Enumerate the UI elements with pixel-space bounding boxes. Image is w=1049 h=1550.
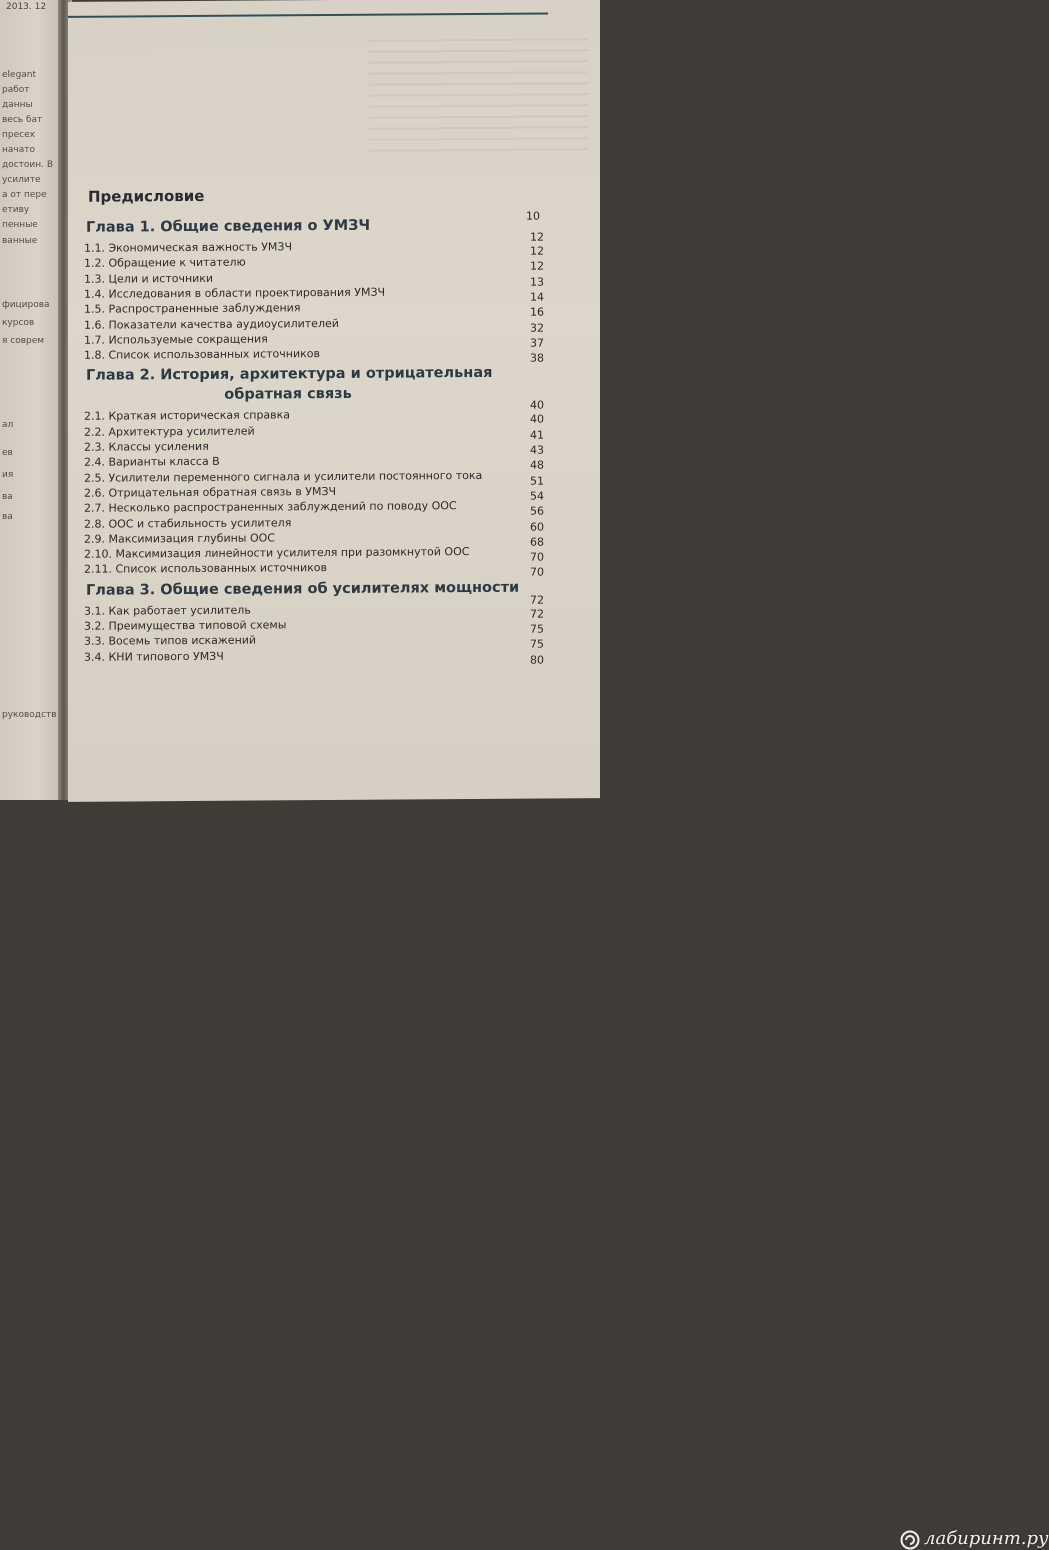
toc-entry: 1.5. Распространенные заблуждения bbox=[84, 301, 301, 316]
toc-entry-page: 51 bbox=[530, 474, 544, 488]
left-page-text-fragment: данны bbox=[2, 100, 33, 110]
table-of-contents bbox=[68, 0, 600, 802]
left-page-text-fragment: ванные bbox=[2, 236, 38, 246]
toc-entry: 2.11. Список использованных источников bbox=[84, 561, 327, 577]
left-page-text-fragment: етиву bbox=[2, 205, 30, 215]
left-page-text-fragment: ия bbox=[2, 470, 14, 480]
left-page-text-fragment: пресех bbox=[2, 130, 35, 140]
toc-entry: 2.7. Несколько распространенных заблуждений по поводу ООС bbox=[84, 499, 457, 515]
toc-entry: 2.4. Варианты класса B bbox=[84, 455, 220, 470]
toc-entry: 1.7. Используемые сокращения bbox=[84, 332, 268, 347]
left-page-text-fragment: я соврем bbox=[2, 336, 45, 346]
watermark-text: лабиринт.ру bbox=[924, 1528, 1049, 1549]
left-page-text-fragment: руководств bbox=[2, 710, 57, 720]
toc-entry-page: 12 bbox=[530, 259, 544, 273]
left-page-text-fragment: ва bbox=[2, 512, 13, 522]
toc-entry-page: 80 bbox=[530, 653, 544, 667]
toc-entry: 1.2. Обращение к читателю bbox=[84, 255, 246, 271]
left-page-text-fragment: elegant bbox=[2, 70, 37, 80]
toc-entry-page: 56 bbox=[530, 504, 544, 518]
preface-title: Предисловие bbox=[88, 186, 205, 206]
toc-entry-page: 13 bbox=[530, 275, 544, 289]
toc-page bbox=[68, 0, 600, 802]
toc-entry: 2.3. Классы усиления bbox=[84, 439, 209, 454]
left-page-text-fragment: ев bbox=[2, 448, 13, 458]
toc-entry-page: 72 bbox=[530, 607, 544, 621]
chapter-page: 40 bbox=[530, 398, 544, 413]
left-page-text-fragment: фицирова bbox=[2, 300, 50, 310]
toc-entry: 3.2. Преимущества типовой схемы bbox=[84, 618, 287, 633]
chapter-page: 72 bbox=[530, 593, 544, 607]
toc-entry-page: 60 bbox=[530, 520, 544, 534]
toc-entry: 1.3. Цели и источники bbox=[84, 271, 214, 286]
toc-entry-page: 75 bbox=[530, 622, 544, 636]
left-page bbox=[0, 0, 62, 800]
left-page-text-fragment: весь бат bbox=[2, 115, 43, 125]
toc-entry: 2.5. Усилители переменного сигнала и усилители постоянного тока bbox=[84, 468, 483, 485]
chapter-page: 12 bbox=[530, 230, 544, 244]
toc-entry-page: 70 bbox=[530, 550, 544, 564]
toc-entry: 2.8. ООС и стабильность усилителя bbox=[84, 515, 292, 531]
toc-entry: 1.8. Список использованных источников bbox=[84, 347, 320, 362]
toc-entry: 3.3. Восемь типов искажений bbox=[84, 633, 257, 649]
toc-entry-page: 38 bbox=[530, 351, 544, 365]
left-page-text-fragment: достоин. B bbox=[2, 160, 54, 170]
left-page-text-fragment: курсов bbox=[2, 318, 35, 328]
left-page-text-fragment: ал bbox=[2, 420, 14, 430]
toc-entry: 3.1. Как работает усилитель bbox=[84, 603, 251, 618]
toc-entry: 1.1. Экономическая важность УМЗЧ bbox=[84, 240, 293, 255]
preface-page: 10 bbox=[526, 209, 540, 223]
chapter-title: Глава 2. История, архитектура и отрицательная bbox=[86, 365, 493, 385]
toc-entry-page: 70 bbox=[530, 565, 544, 580]
left-page-text-fragment: пенные bbox=[2, 220, 38, 230]
toc-entry-page: 14 bbox=[530, 290, 544, 304]
toc-entry: 2.1. Краткая историческая справка bbox=[84, 408, 291, 424]
left-page-text-fragment: начато bbox=[2, 145, 35, 155]
toc-entry-page: 43 bbox=[530, 443, 544, 457]
toc-entry-page: 54 bbox=[530, 489, 544, 503]
toc-entry-page: 32 bbox=[530, 321, 544, 335]
left-page-text-fragment: работ bbox=[2, 85, 30, 95]
left-page-header-fragment: 2013. 12 bbox=[6, 2, 47, 12]
toc-entry: 2.10. Максимизация линейности усилителя при разомкнутой ООС bbox=[84, 545, 470, 561]
labirint-logo-icon bbox=[900, 1530, 920, 1550]
left-page-text-fragment: а от пере bbox=[2, 190, 47, 200]
toc-entry: 2.2. Архитектура усилителей bbox=[84, 424, 255, 439]
chapter-title: Глава 1. Общие сведения о УМЗЧ bbox=[86, 217, 371, 236]
toc-entry-page: 16 bbox=[530, 305, 544, 319]
toc-entry-page: 48 bbox=[530, 458, 544, 472]
toc-entry: 2.6. Отрицательная обратная связь в УМЗЧ bbox=[84, 484, 337, 500]
toc-entry: 1.6. Показатели качества аудиоусилителей bbox=[84, 316, 339, 332]
toc-entry-page: 75 bbox=[530, 637, 544, 651]
toc-entry-page: 41 bbox=[530, 428, 544, 442]
toc-entry-page: 40 bbox=[530, 412, 544, 427]
toc-entry: 1.4. Исследования в области проектирования УМЗЧ bbox=[84, 285, 386, 301]
chapter-title: Глава 3. Общие сведения об усилителях мощности bbox=[86, 579, 520, 599]
chapter-title: обратная связь bbox=[224, 386, 352, 404]
left-page-text-fragment: ва bbox=[2, 492, 13, 502]
toc-entry: 3.4. КНИ типового УМЗЧ bbox=[84, 649, 224, 664]
left-page-text-fragment: усилите bbox=[2, 175, 41, 185]
toc-entry-page: 12 bbox=[530, 244, 544, 258]
toc-entry: 2.9. Максимизация глубины ООС bbox=[84, 531, 275, 546]
toc-entry-page: 37 bbox=[530, 336, 544, 350]
toc-entry-page: 68 bbox=[530, 535, 544, 549]
